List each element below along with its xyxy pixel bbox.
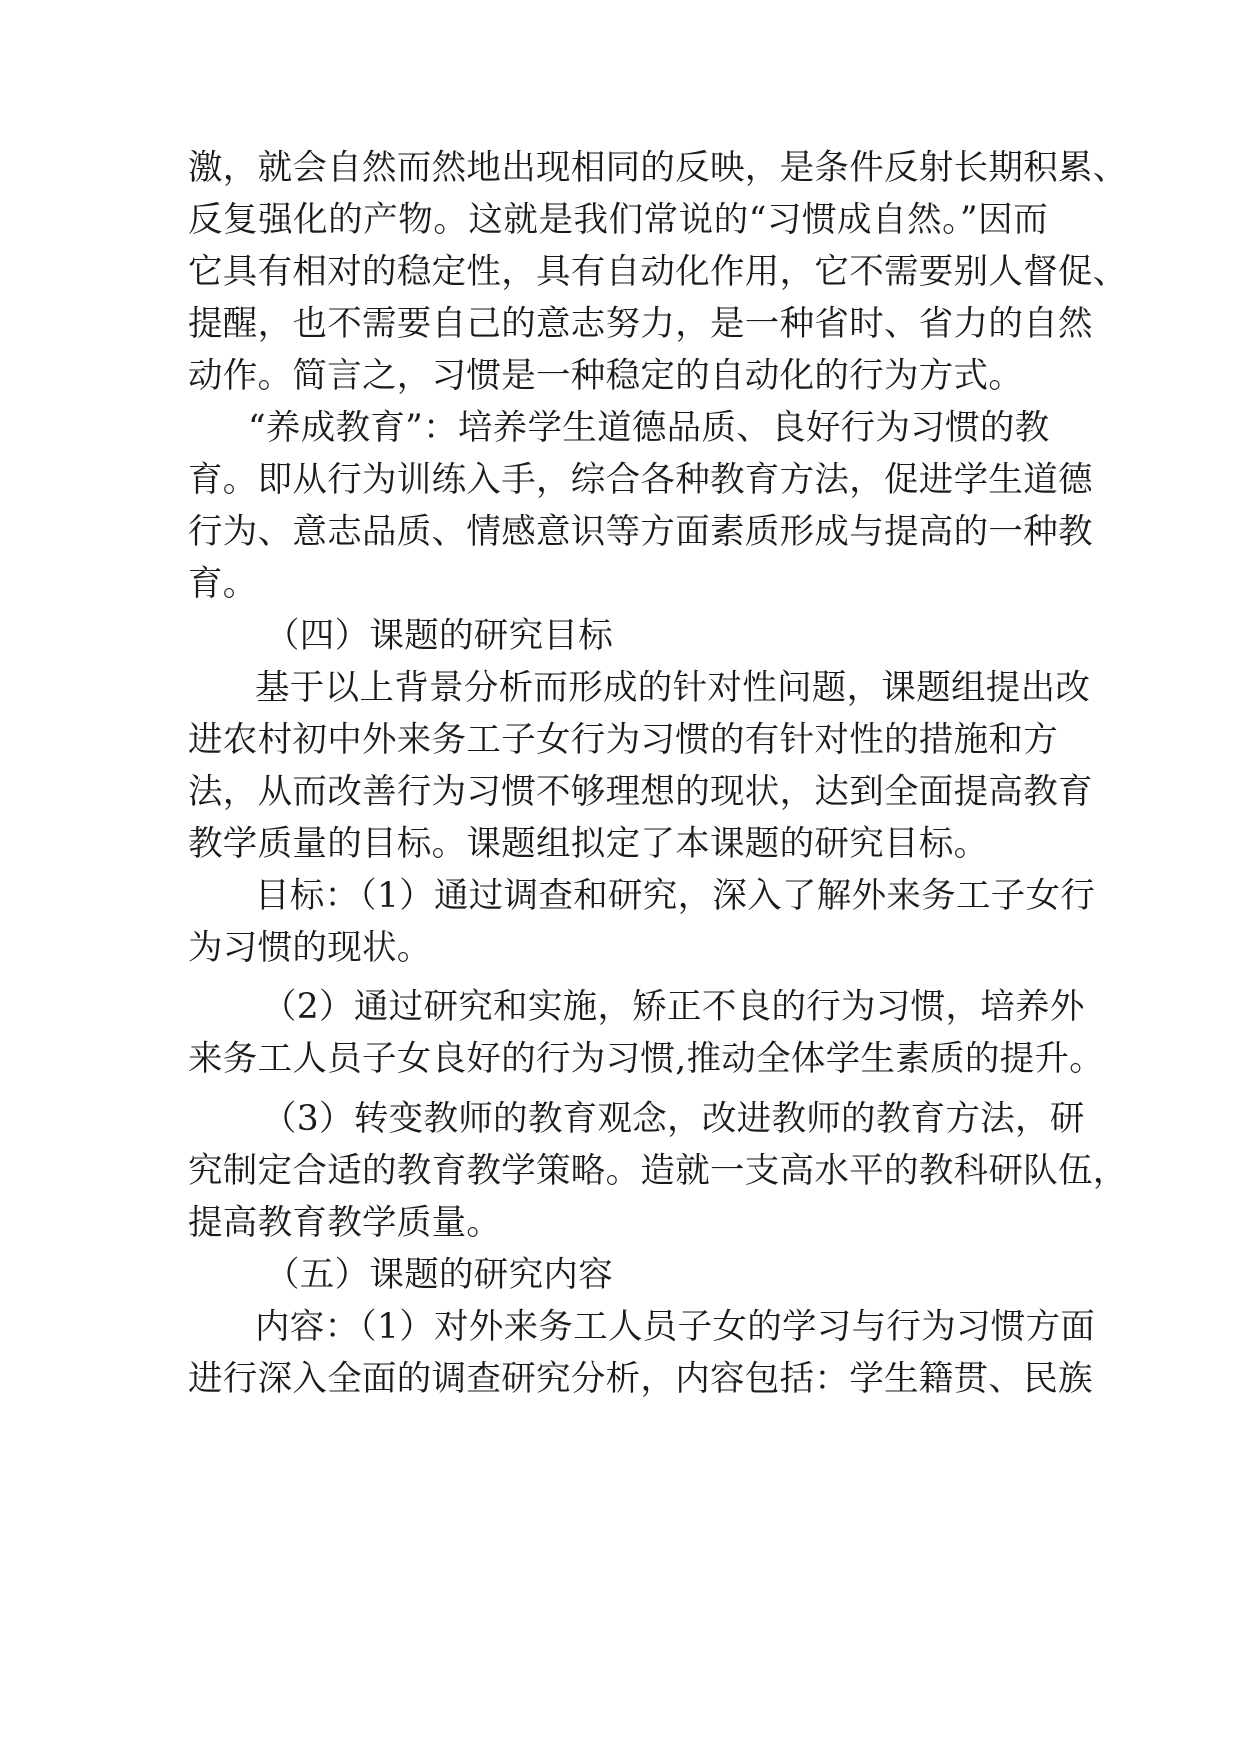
section-heading: （四）课题的研究目标 — [265, 616, 613, 656]
text-line: “养成教育”：培养学生道德品质、良好行为习惯的教 — [248, 408, 1050, 448]
text-line: 进农村初中外来务工子女行为习惯的有针对性的措施和方 — [188, 720, 1058, 760]
text-line: 育。即从行为训练入手，综合各种教育方法，促进学生道德 — [188, 460, 1093, 500]
text-line: 激，就会自然而然地出现相同的反映，是条件反射长期积累、 — [188, 148, 1128, 188]
text-line: 内容：（1）对外来务工人员子女的学习与行为习惯方面 — [255, 1307, 1096, 1347]
text-line: 来务工人员子女良好的行为习惯,推动全体学生素质的提升。 — [188, 1039, 1105, 1079]
text-line: 法，从而改善行为习惯不够理想的现状，达到全面提高教育 — [188, 772, 1093, 812]
section-heading: （五）课题的研究内容 — [265, 1255, 613, 1295]
text-line: （3）转变教师的教育观念，改进教师的教育方法，研 — [262, 1099, 1085, 1139]
text-line: 进行深入全面的调查研究分析，内容包括：学生籍贯、民族 — [188, 1359, 1093, 1399]
text-line: （2）通过研究和实施，矫正不良的行为习惯，培养外 — [262, 987, 1085, 1027]
text-line: 育。 — [188, 564, 258, 604]
text-line: 动作。简言之，习惯是一种稳定的自动化的行为方式。 — [188, 356, 1024, 396]
text-line: 提醒，也不需要自己的意志努力，是一种省时、省力的自然 — [188, 304, 1093, 344]
text-line: 教学质量的目标。课题组拟定了本课题的研究目标。 — [188, 824, 989, 864]
text-line: 它具有相对的稳定性，具有自动化作用，它不需要别人督促、 — [188, 252, 1128, 292]
text-line: 究制定合适的教育教学策略。造就一支高水平的教科研队伍， — [188, 1151, 1128, 1191]
text-line: 基于以上背景分析而形成的针对性问题，课题组提出改 — [255, 668, 1091, 708]
text-line: 提高教育教学质量。 — [188, 1203, 502, 1243]
text-line: 反复强化的产物。这就是我们常说的“习惯成自然。”因而 — [188, 200, 1048, 240]
text-line: 目标：（1）通过调查和研究，深入了解外来务工子女行 — [255, 876, 1096, 916]
text-line: 行为、意志品质、情感意识等方面素质形成与提高的一种教 — [188, 512, 1093, 552]
text-line: 为习惯的现状。 — [188, 928, 432, 968]
